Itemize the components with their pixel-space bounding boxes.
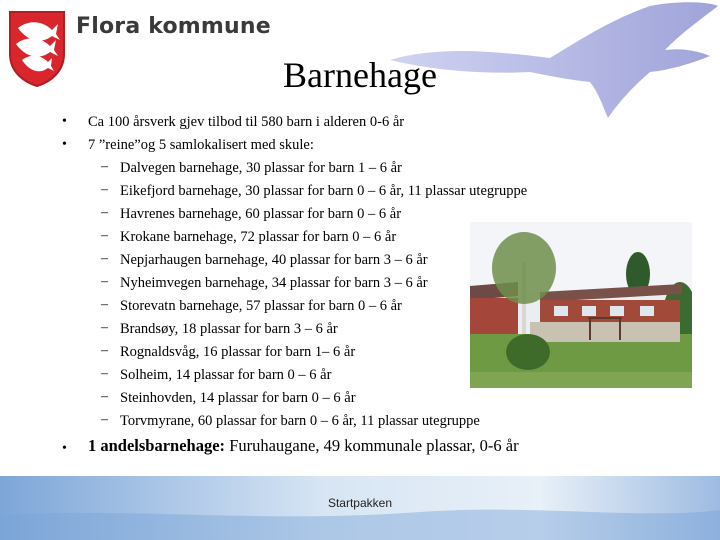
kindergarten-photo (470, 222, 692, 388)
dash-marker: – (101, 343, 108, 358)
dash-marker: – (101, 412, 108, 427)
kindergarten-item: Rognaldsvåg, 16 plassar for barn 1– 6 år (120, 344, 356, 360)
bullet-marker: • (62, 137, 67, 152)
bullet-marker: • (62, 441, 67, 456)
kindergarten-item: Havrenes barnehage, 60 plassar for barn 0 – 6 år (120, 206, 402, 222)
bullet-item: Ca 100 årsverk gjev tilbod til 580 barn i alderen 0-6 år (88, 114, 405, 130)
dash-marker: – (101, 228, 108, 243)
kindergarten-item: Steinhovden, 14 plassar for barn 0 – 6 år (120, 390, 356, 406)
dash-marker: – (101, 274, 108, 289)
kindergarten-item: Nepjarhaugen barnehage, 40 plassar for barn 3 – 6 år (120, 252, 428, 268)
kindergarten-item: Nyheimvegen barnehage, 34 plassar for barn 3 – 6 år (120, 275, 428, 291)
dash-marker: – (101, 159, 108, 174)
kindergarten-item: Solheim, 14 plassar for barn 0 – 6 år (120, 367, 332, 383)
footer-label: Startpakken (327, 496, 393, 510)
dash-marker: – (101, 251, 108, 266)
dash-marker: – (101, 389, 108, 404)
dash-marker: – (101, 297, 108, 312)
dash-marker: – (101, 182, 108, 197)
bullet-marker: • (62, 114, 67, 129)
kindergarten-item: Eikefjord barnehage, 30 plassar for barn 0 – 6 år, 11 plassar utegruppe (120, 183, 528, 199)
dash-marker: – (101, 205, 108, 220)
brand-name: Flora kommune (76, 14, 271, 39)
kindergarten-item: Torvmyrane, 60 plassar for barn 0 – 6 år, 11 plassar utegruppe (120, 413, 480, 429)
bullet-item-cooperative (88, 437, 519, 455)
cooperative-label: 1 andelsbarnehage: (88, 436, 226, 455)
kindergarten-item: Krokane barnehage, 72 plassar for barn 0 – 6 år (120, 229, 397, 245)
dash-marker: – (101, 320, 108, 335)
dash-marker: – (101, 366, 108, 381)
slide-title: Barnehage (283, 55, 437, 95)
bullet-item: 7 ”reine”og 5 samlokalisert med skule: (88, 137, 314, 153)
kindergarten-item: Brandsøy, 18 plassar for barn 3 – 6 år (120, 321, 338, 337)
kindergarten-item: Dalvegen barnehage, 30 plassar for barn 1 – 6 år (120, 160, 402, 176)
kindergarten-item: Storevatn barnehage, 57 plassar for barn 0 – 6 år (120, 298, 402, 314)
cooperative-detail: Furuhaugane, 49 kommunale plassar, 0-6 år (225, 436, 519, 455)
